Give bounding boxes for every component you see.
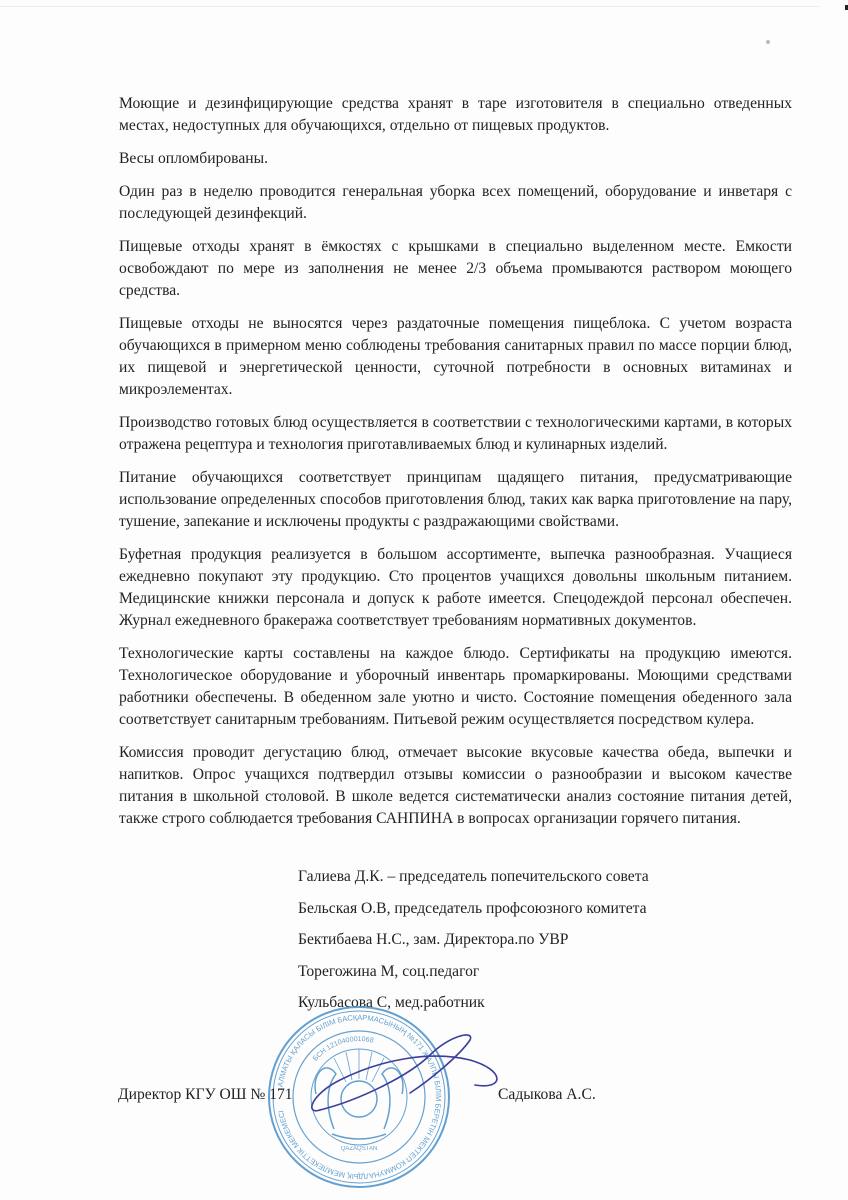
commission-list [298,866,649,1024]
handwritten-signature [300,1025,535,1120]
director-title: Директор КГУ ОШ № 171 [118,1086,293,1103]
paragraph: Буфетная продукция реализуется в большом ассортименте, выпечка разнообразная. Учащиеся ежедневно покупают эту продукцию. Сто процентов учащихся довольны школьным питанием. Медицинские книжки персонала и допуск к работе имеется. Спецодеждой персонал обеспечен. Журнал ежедневного бракеража соответствует требованиям нормативных документов. [119,546,792,629]
commission-member: Бектибаева Н.С., зам. Директора.по УВР [298,931,569,948]
paragraph: Моющие и дезинфицирующие средства хранят в таре изготовителя в специально отведенных местах, недоступных для обучающихся, отдельно от пищевых продуктов. [119,95,792,134]
paragraph: Весы опломбированы. [119,150,268,167]
commission-member: Галиева Д.К. – председатель попечительского совета [298,868,649,885]
stamp-bin-text: БСН 121040001068 [312,1035,375,1063]
scan-edge-line [0,6,820,7]
document-body [119,93,792,841]
paragraph: Производство готовых блюд осуществляется в соответствии с технологическими картами, в которых отражена рецептура и технология приготавливаемых блюд и кулинарных изделий. [119,414,792,453]
commission-member: Торегожина М, соц.педагог [298,962,480,980]
paragraph: Один раз в неделю проводится генеральная уборка всех помещений, оборудование и инветаря с последующей дезинфекций. [119,183,792,222]
stamp-center-text: QAZAQSTAN [340,1146,378,1152]
paragraph: Комиссия проводит дегустацию блюд, отмечает высокие вкусовые качества обеда, выпечки и напитков. Опрос учащихся подтвердил отзывы комиссии о разнообразии и высоком качестве питания в школьной столовой. В школе ведется систематически анализ состояние питания детей, также строго соблюдается требования САНПИНА в вопросах организации горячего питания. [119,744,792,827]
commission-member: Кульбасова С, мед.работник [298,994,485,1011]
paragraph: Питание обучающихся соответствует принципам щадящего питания, предусматривающие использование определенных способов приготовления блюд, таких как варка приготовление на пару, тушение, запекание и исключены продукты с раздражающими свойствами. [119,469,792,530]
paragraph: Пищевые отходы не выносятся через раздаточные помещения пищеблока. С учетом возраста обучающихся в примерном меню соблюдены требования санитарных правил по массе порции блюд, их пищевой и энергетической ценности, суточной потребности в основных витаминах и микроэлементах. [119,315,792,398]
paragraph: Технологические карты составлены на каждое блюдо. Сертификаты на продукцию имеются. Технологическое оборудование и уборочный инвентарь промаркированы. Моющими средствами работники обеспечены. В обеденном зале уютно и чисто. Состояние помещения обеденного зала соответствует санитарным требованиям. Питьевой режим осуществляется посредством кулера. [119,645,792,728]
stamp-outer-text: АЛМАТЫ ҚАЛАСЫ БІЛІМ БАСҚАРМАСЫНЫҢ №171 ЖАЛПЫ БІЛІМ БЕРЕТІН МЕКТЕП КОММУНАЛДЫҚ МЕМЛЕКЕТТІК МЕКЕМЕСІ [275,1012,444,1182]
scan-speck [766,40,770,44]
director-name: Садыкова А.С. [498,1086,596,1103]
commission-member: Бельская О.В, председатель профсоюзного комитета [298,899,647,917]
paragraph: Пищевые отходы хранят в ёмкостях с крышками в специально выделенном месте. Емкости освобождают по мере из заполнения не менее 2/3 объема промываются раствором моющего средства. [119,238,792,299]
